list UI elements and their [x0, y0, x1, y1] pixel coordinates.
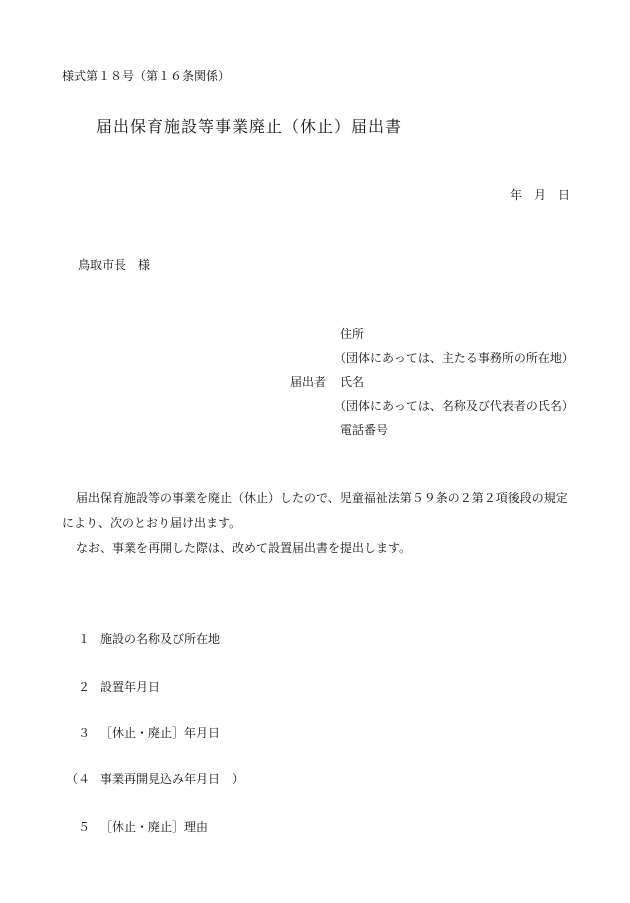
- item-number: ５: [78, 820, 91, 834]
- item-number: １: [78, 632, 91, 646]
- applicant-label: 届出者: [290, 375, 327, 389]
- name-label: 氏名: [340, 375, 365, 389]
- body-line-1: 届出保育施設等の事業を廃止（休止）したので、児童福祉法第５９条の２第２項後段の規定: [76, 491, 568, 505]
- phone-label: 電話番号: [340, 423, 389, 437]
- address-label: 住所: [340, 327, 365, 341]
- date-line: 年 月 日: [510, 188, 571, 202]
- item-number: ３: [78, 726, 91, 740]
- item-number: （４: [66, 772, 91, 786]
- name-note: （団体にあっては、名称及び代表者の氏名）: [334, 399, 574, 413]
- address-note: （団体にあっては、主たる事務所の所在地）: [334, 351, 574, 365]
- item-text: 事業再開見込み年月日 ）: [100, 772, 245, 786]
- item-number: ２: [78, 680, 91, 694]
- body-line-2: により、次のとおり届け出ます。: [62, 516, 242, 530]
- item-text: 設置年月日: [100, 680, 161, 694]
- item-text: ［休止・廃止］年月日: [100, 726, 221, 740]
- document-title: 届出保育施設等事業廃止（休止）届出書: [96, 117, 403, 136]
- item-text: ［休止・廃止］理由: [100, 820, 209, 834]
- body-line-3: なお、事業を再開した際は、改めて設置届出書を提出します。: [76, 541, 412, 555]
- item-text: 施設の名称及び所在地: [100, 632, 221, 646]
- form-number: 様式第１８号（第１６条関係）: [62, 69, 231, 83]
- addressee: 鳥取市長 様: [78, 258, 151, 272]
